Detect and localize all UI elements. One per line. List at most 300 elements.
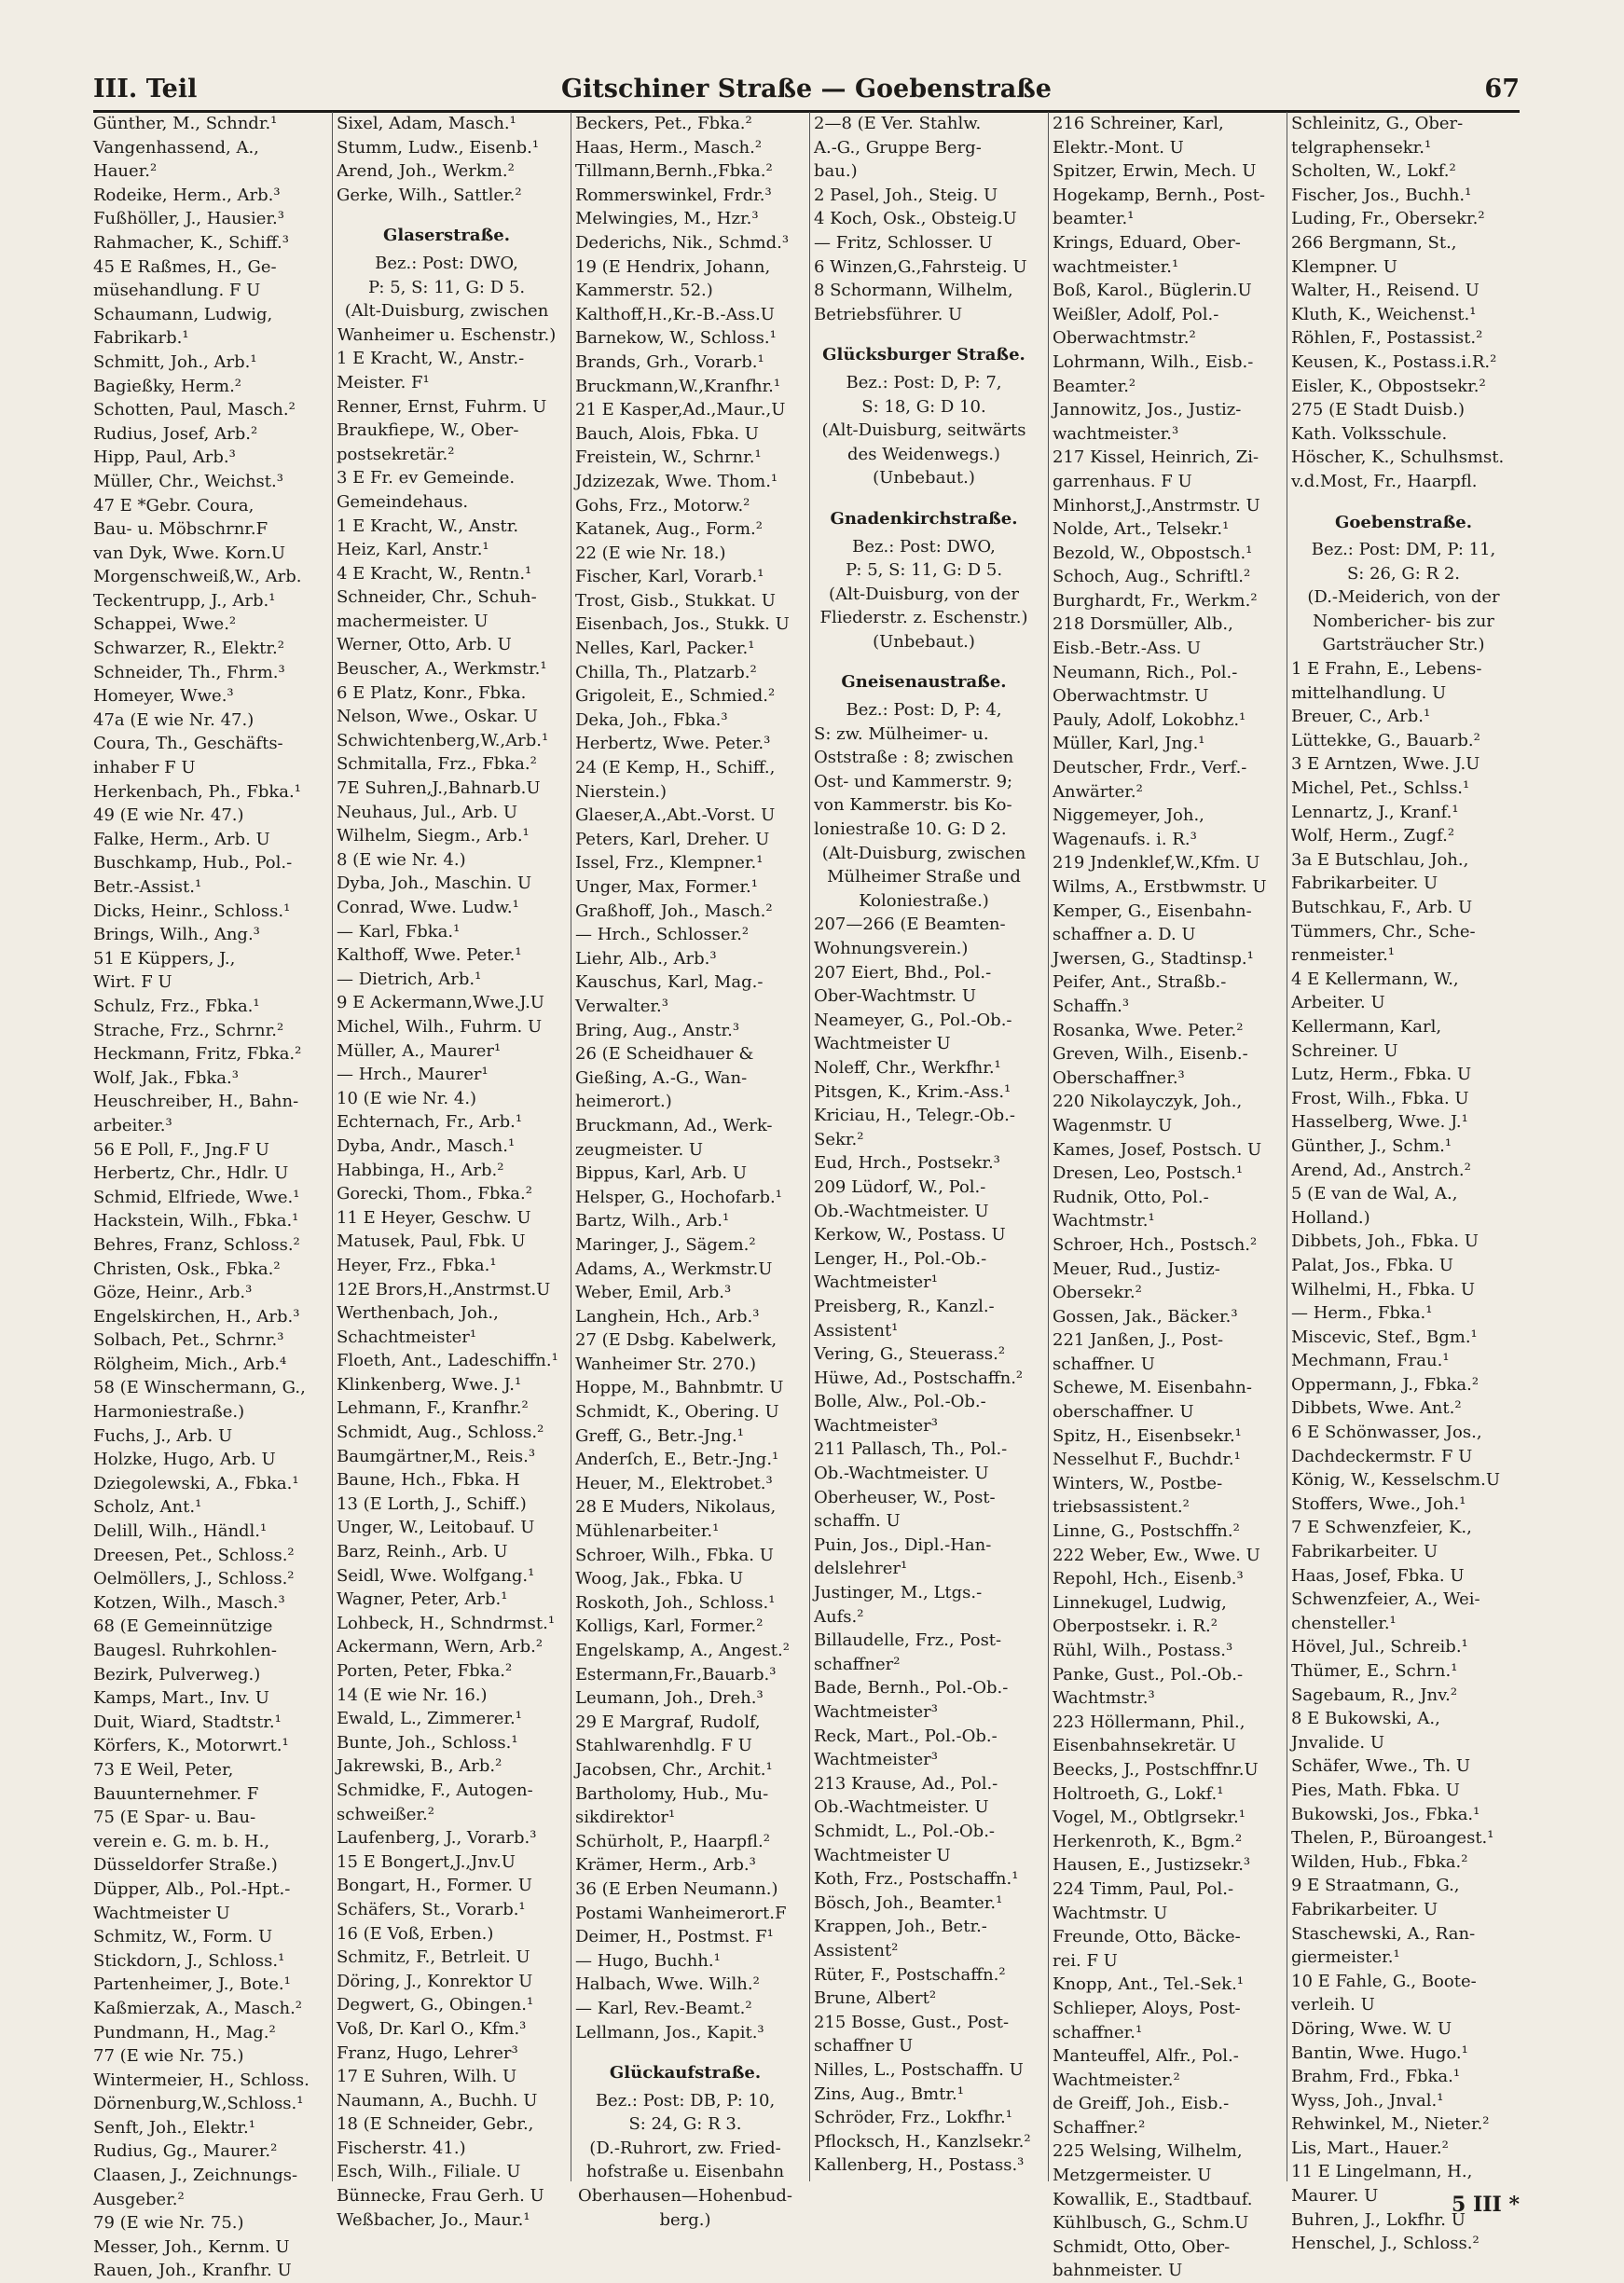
directory-entry-line: Wachtmstr. U bbox=[1053, 1903, 1168, 1923]
directory-entry-line: Heuschreiber, H., Bahn- bbox=[93, 1092, 299, 1112]
directory-entry-line: Eisenbahnsekretär. U bbox=[1053, 1736, 1237, 1756]
directory-entry-line: loniestraße 10. G: D 2. bbox=[814, 819, 1007, 840]
directory-entry-line: Kemper, G., Eisenbahn- bbox=[1053, 901, 1252, 921]
street-info-line: Bez.: Post: D, P: 7, bbox=[846, 372, 1002, 392]
directory-entry-line: Lehmann, F., Kranfhr.² bbox=[337, 1398, 529, 1419]
directory-entry-line: 6 E Platz, Konr., Fbka. bbox=[337, 682, 527, 703]
directory-entry-line: Roskoth, Joh., Schloss.¹ bbox=[575, 1592, 776, 1613]
directory-entry-line: Deutscher, Frdr., Verf.- bbox=[1053, 758, 1247, 778]
directory-entry-line: Naumann, A., Buchh. U bbox=[337, 2090, 538, 2111]
directory-entry-line: Zins, Aug., Bmtr.¹ bbox=[814, 2084, 964, 2104]
directory-entry-line: Fabrikarbeiter. U bbox=[1291, 873, 1438, 894]
directory-entry-line: Porten, Peter, Fbka.² bbox=[337, 1661, 513, 1681]
directory-entry-line: Kalthoff,H.,Kr.-B.-Ass.U bbox=[575, 304, 775, 324]
directory-entry-line: 217 Kissel, Heinrich, Zi- bbox=[1053, 447, 1259, 468]
directory-entry-line: Rauen, Joh., Kranfhr. U bbox=[93, 2261, 292, 2281]
directory-entry-line: Engelskamp, A., Angest.² bbox=[575, 1641, 790, 1660]
directory-entry-line: Oststraße : 8; zwischen bbox=[814, 748, 1014, 768]
directory-entry-line: Preisberg, R., Kanzl.- bbox=[814, 1296, 995, 1316]
directory-entry-line: Jannowitz, Jos., Justiz- bbox=[1053, 400, 1242, 420]
directory-entry-line: Schwarzer, R., Elektr.² bbox=[93, 639, 284, 659]
directory-entry-line: Schneider, Chr., Schuh- bbox=[337, 587, 537, 608]
directory-entry-line: 29 E Margraf, Rudolf, bbox=[575, 1712, 761, 1732]
directory-entry-line: 8 (E wie Nr. 4.) bbox=[337, 849, 466, 870]
directory-entry-line: Beckers, Pet., Fbka.² bbox=[575, 114, 752, 133]
directory-entry-line: 5 (E van de Wal, A., bbox=[1291, 1184, 1458, 1204]
directory-entry-line: Nierstein.) bbox=[575, 781, 667, 802]
directory-entry-line: Pitsgen, K., Krim.-Ass.¹ bbox=[814, 1081, 1012, 1102]
directory-entry-line: Deka, Joh., Fbka.³ bbox=[575, 709, 728, 730]
directory-entry-line: 2—8 (E Ver. Stahlw. bbox=[814, 114, 982, 133]
directory-entry-line: Spitz, H., Eisenbsekr.¹ bbox=[1053, 1425, 1242, 1446]
directory-entry-line: Lenger, H., Pol.-Ob.- bbox=[814, 1248, 987, 1269]
directory-entry-line: Rüter, F., Postschaffn.² bbox=[814, 1964, 1006, 1985]
directory-entry-line: Schulz, Frz., Fbka.¹ bbox=[93, 996, 260, 1016]
directory-entry-line: Herbertz, Wwe. Peter.³ bbox=[575, 734, 771, 754]
directory-entry-line: verein e. G. m. b. H., bbox=[93, 1831, 270, 1851]
directory-entry-line: Staschewski, A., Ran- bbox=[1291, 1923, 1476, 1944]
directory-entry-line: 215 Bosse, Gust., Post- bbox=[814, 2012, 1010, 2032]
directory-entry-line: Schmitt, Joh., Arb.¹ bbox=[93, 351, 257, 372]
directory-entry-line: Nilles, L., Postschaffn. U bbox=[814, 2059, 1024, 2080]
directory-entry-line: Vangenhassend, A., bbox=[93, 137, 259, 158]
directory-entry-line: Bauunternehmer. F bbox=[93, 1783, 259, 1804]
directory-entry-line: Peifer, Ant., Straßb.- bbox=[1053, 972, 1227, 993]
directory-entry-line: Pies, Math. Fbka. U bbox=[1291, 1780, 1460, 1800]
directory-entry-line: Schaffner.² bbox=[1053, 2117, 1146, 2138]
directory-entry-line: Hövel, Jul., Schreib.¹ bbox=[1291, 1637, 1468, 1657]
directory-entry-line: Hipp, Paul, Arb.³ bbox=[93, 447, 236, 468]
directory-entry-line: Floeth, Ant., Ladeschiffn.¹ bbox=[337, 1351, 558, 1371]
directory-entry-line: Beuscher, A., Werkmstr.¹ bbox=[337, 659, 547, 680]
directory-entry-line: Lohrmann, Wilh., Eisb.- bbox=[1053, 351, 1254, 372]
directory-entry-line: Bezirk, Pulverweg.) bbox=[93, 1664, 261, 1685]
directory-entry-line: Kammerstr. 52.) bbox=[575, 281, 713, 301]
directory-entry-line: Heiz, Karl, Anstr.¹ bbox=[337, 540, 489, 560]
directory-entry-line: Wachtmeister¹ bbox=[814, 1272, 938, 1293]
directory-entry-line: Schoch, Aug., Schriftl.² bbox=[1053, 567, 1251, 587]
directory-entry-line: 36 (E Erben Neumann.) bbox=[575, 1878, 778, 1899]
directory-entry-line: Elektr.-Mont. U bbox=[1053, 137, 1184, 158]
directory-entry-line: 8 Schormann, Wilhelm, bbox=[814, 281, 1013, 301]
directory-entry-line: Schappei, Wwe.² bbox=[93, 614, 237, 635]
directory-entry-line: Melwingies, M., Hzr.³ bbox=[575, 209, 759, 229]
directory-entry-line: Deimer, H., Postmst. F¹ bbox=[575, 1927, 774, 1947]
directory-entry-line: Wachtmeister U bbox=[814, 1034, 951, 1054]
street-info-line: Gartsträucher Str.) bbox=[1322, 635, 1485, 655]
directory-entry-line: Schmidt, Otto, Ober- bbox=[1053, 2236, 1231, 2257]
street-heading: Glaserstraße. bbox=[383, 226, 510, 246]
directory-entry-line: Graßhoff, Joh., Masch.² bbox=[575, 901, 773, 921]
directory-entry-line: Kalthoff, Wwe. Peter.¹ bbox=[337, 945, 522, 966]
directory-entry-line: Breuer, C., Arb.¹ bbox=[1291, 707, 1431, 727]
directory-entry-line: 68 (E Gemeinnützige bbox=[93, 1616, 273, 1637]
directory-entry-line: — Hrch., Schlosser.² bbox=[575, 925, 750, 945]
street-info-line: Bez.: Post: DWO, bbox=[852, 536, 996, 557]
directory-entry-line: Partenheimer, J., Bote.¹ bbox=[93, 1974, 291, 1995]
directory-entry-line: Spitzer, Erwin, Mech. U bbox=[1053, 161, 1257, 182]
directory-entry-line: Verwalter.³ bbox=[575, 996, 668, 1016]
directory-entry-line: — Herm., Fbka.¹ bbox=[1291, 1303, 1433, 1324]
directory-entry-line: Kauschus, Karl, Mag.- bbox=[575, 972, 764, 993]
directory-entry-line: Luding, Fr., Obersekr.² bbox=[1291, 209, 1485, 229]
directory-entry-line: Schaffn.³ bbox=[1053, 996, 1130, 1016]
directory-entry-line: Kames, Josef, Postsch. U bbox=[1053, 1139, 1262, 1160]
directory-entry-line: 12E Brors,H.,Anstrmst.U bbox=[337, 1279, 551, 1300]
directory-entry-line: Dicks, Heinr., Schloss.¹ bbox=[93, 901, 291, 921]
street-info-line: Oberhausen—Hohenbud- bbox=[577, 2186, 793, 2207]
directory-entry-line: renmeister.¹ bbox=[1291, 945, 1396, 966]
directory-entry-line: Schmid, Elfriede, Wwe.¹ bbox=[93, 1187, 300, 1207]
directory-entry-line: 207—266 (E Beamten- bbox=[814, 915, 1006, 935]
directory-entry-line: Fabrikarbeiter. U bbox=[1291, 1542, 1438, 1562]
directory-entry-line: Kluth, K., Weichenst.¹ bbox=[1291, 304, 1477, 324]
directory-entry-line: Düsseldorfer Straße.) bbox=[93, 1855, 278, 1876]
directory-entry-line: Kallenberg, H., Postass.³ bbox=[814, 2155, 1025, 2176]
directory-entry-line: Jwersen, G., Stadtinsp.¹ bbox=[1053, 948, 1254, 969]
directory-entry-line: Beamter.² bbox=[1053, 376, 1136, 396]
directory-entry-line: Peters, Karl, Dreher. U bbox=[575, 829, 770, 849]
directory-entry-line: 73 E Weil, Peter, bbox=[93, 1759, 234, 1780]
directory-entry-line: Fischerstr. 41.) bbox=[337, 2138, 466, 2158]
directory-entry-line: Brands, Grh., Vorarb.¹ bbox=[575, 351, 764, 372]
directory-entry-line: 79 (E wie Nr. 75.) bbox=[93, 2213, 244, 2234]
part-label: III. Teil bbox=[93, 75, 198, 103]
directory-entry-line: 27 (E Dsbg. Kabelwerk, bbox=[575, 1330, 778, 1351]
directory-entry-line: Schlieper, Aloys, Post- bbox=[1053, 1998, 1241, 2018]
directory-entry-line: Wachtmeister.² bbox=[1053, 2070, 1180, 2090]
directory-entry-line: schaffner. U bbox=[1053, 1354, 1155, 1374]
directory-entry-line: Freistein, W., Schrnr.¹ bbox=[575, 447, 762, 468]
directory-entry-line: Adams, A., Werkmstr.U bbox=[575, 1258, 773, 1279]
directory-entry-line: Manteuffel, Alfr., Pol.- bbox=[1053, 2046, 1239, 2067]
directory-entry-line: Kamps, Mart., Inv. U bbox=[93, 1688, 269, 1709]
directory-entry-line: Ost- und Kammerstr. 9; bbox=[814, 771, 1013, 791]
directory-entry-line: Scholz, Ant.¹ bbox=[93, 1497, 202, 1518]
street-heading: Gneisenaustraße. bbox=[841, 672, 1007, 693]
directory-entry-line: Pundmann, H., Mag.² bbox=[93, 2022, 276, 2042]
directory-entry-line: Frost, Wilh., Fbka. U bbox=[1291, 1088, 1469, 1108]
directory-entry-line: 17 E Suhren, Wilh. U bbox=[337, 2067, 517, 2087]
directory-entry-line: Greven, Wilh., Eisenb.- bbox=[1053, 1044, 1248, 1065]
directory-entry-line: Schürholt, P., Haarpfl.² bbox=[575, 1831, 770, 1851]
directory-entry-line: Wachtmeister³ bbox=[814, 1702, 938, 1722]
directory-entry-line: 1 E Kracht, W., Anstr. bbox=[337, 516, 519, 536]
directory-entry-line: 2 Pasel, Joh., Steig. U bbox=[814, 185, 998, 205]
directory-entry-line: Gohs, Frz., Motorw.² bbox=[575, 495, 750, 516]
directory-entry-line: Billaudelle, Frz., Post- bbox=[814, 1630, 1002, 1651]
directory-entry-line: Baune, Hch., Fbka. H bbox=[337, 1470, 520, 1491]
page-number: 67 bbox=[1484, 75, 1520, 103]
directory-entry-line: Herbertz, Chr., Hdlr. U bbox=[93, 1163, 289, 1184]
directory-entry-line: König, W., Kesselschm.U bbox=[1291, 1470, 1501, 1491]
directory-entry-line: Gorecki, Thom., Fbka.² bbox=[337, 1184, 532, 1204]
directory-entry-line: Mechmann, Frau.¹ bbox=[1291, 1351, 1450, 1371]
directory-entry-line: Vogel, M., Obtlgrsekr.¹ bbox=[1053, 1808, 1246, 1828]
directory-entry-line: 47a (E wie Nr. 47.) bbox=[93, 709, 255, 730]
directory-entry-line: Stahlwarenhdlg. F U bbox=[575, 1736, 752, 1756]
directory-entry-line: Müller, Chr., Weichst.³ bbox=[93, 471, 283, 491]
directory-entry-line: Bünnecke, Frau Gerh. U bbox=[337, 2186, 544, 2207]
directory-entry-line: 47 E *Gebr. Coura, bbox=[93, 495, 255, 516]
street-info-line: P: 5, S: 11, G: D 5. bbox=[845, 560, 1003, 581]
directory-entry-line: Bunte, Joh., Schloss.¹ bbox=[337, 1732, 518, 1753]
directory-entry-line: Wagenaufs. i. R.³ bbox=[1053, 829, 1197, 849]
directory-entry-line: 224 Timm, Paul, Pol.- bbox=[1053, 1878, 1234, 1899]
directory-entry-line: Kühlbusch, G., Schm.U bbox=[1053, 2213, 1249, 2234]
directory-entry-line: Postami Wanheimerort.F bbox=[575, 1903, 787, 1923]
directory-entry-line: — Fritz, Schlosser. U bbox=[814, 232, 993, 253]
directory-entry-line: Unger, Max, Former.¹ bbox=[575, 877, 758, 897]
directory-entry-line: Minhorst,J.,Anstrmstr. U bbox=[1053, 495, 1260, 516]
directory-entry-line: 220 Nikolayczyk, Joh., bbox=[1053, 1092, 1243, 1112]
directory-entry-line: 18 (E Schneider, Gebr., bbox=[337, 2114, 534, 2135]
directory-entry-line: Wilhelm, Siegm., Arb.¹ bbox=[337, 826, 530, 846]
directory-entry-line: Christen, Osk., Fbka.² bbox=[93, 1258, 281, 1279]
directory-entry-line: Chilla, Th., Platzarb.² bbox=[575, 662, 757, 682]
directory-entry-line: Kotzen, Wilh., Masch.³ bbox=[93, 1592, 285, 1613]
directory-entry-line: Heyer, Frz., Fbka.¹ bbox=[337, 1255, 497, 1275]
directory-entry-line: 75 (E Spar- u. Bau- bbox=[93, 1808, 256, 1828]
directory-entry-line: Wilms, A., Erstbwmstr. U bbox=[1053, 877, 1267, 897]
directory-entry-line: Hüwe, Ad., Postschaffn.² bbox=[814, 1368, 1024, 1388]
directory-entry-line: 8 E Bukowski, A., bbox=[1291, 1709, 1440, 1729]
directory-entry-line: Körfers, K., Motorwrt.¹ bbox=[93, 1736, 289, 1756]
directory-entry-line: rei. F U bbox=[1053, 1950, 1118, 1971]
directory-entry-line: Meister. F¹ bbox=[337, 372, 430, 392]
street-range-title: Gitschiner Straße — Goebenstraße bbox=[561, 75, 1052, 103]
directory-entry-line: Bade, Bernh., Pol.-Ob.- bbox=[814, 1678, 1009, 1698]
directory-entry-line: Strache, Frz., Schrnr.² bbox=[93, 1020, 284, 1040]
street-heading: Goebenstraße. bbox=[1335, 512, 1472, 532]
directory-entry-line: Sagebaum, R., Jnv.² bbox=[1291, 1685, 1458, 1705]
directory-entry-line: Weißler, Adolf, Pol.- bbox=[1053, 304, 1219, 324]
signature-mark: 5 III * bbox=[1451, 2193, 1520, 2217]
directory-entry-line: Gossen, Jak., Bäcker.³ bbox=[1053, 1306, 1238, 1327]
directory-entry-line: schaffner U bbox=[814, 2036, 914, 2056]
directory-entry-line: Michel, Pet., Schlss.¹ bbox=[1291, 778, 1470, 799]
directory-entry-line: Scholten, W., Lokf.² bbox=[1291, 161, 1456, 182]
directory-entry-line: Schreiner. U bbox=[1291, 1040, 1398, 1061]
directory-entry-line: Heuer, M., Elektrobet.³ bbox=[575, 1473, 773, 1493]
directory-entry-line: 4 E Kellermann, W., bbox=[1291, 969, 1459, 989]
street-info-line: Bez.: Post: DM, P: 11, bbox=[1311, 540, 1496, 560]
directory-entry-line: 6 Winzen,G.,Fahrsteig. U bbox=[814, 256, 1027, 277]
directory-entry-line: Holzke, Hugo, Arb. U bbox=[93, 1450, 276, 1470]
directory-entry-line: Leumann, Joh., Dreh.³ bbox=[575, 1688, 764, 1709]
directory-entry-line: Dibbets, Joh., Fbka. U bbox=[1291, 1231, 1479, 1252]
directory-entry-line: Bippus, Karl, Arb. U bbox=[575, 1163, 748, 1184]
directory-entry-line: Gemeindehaus. bbox=[337, 491, 469, 512]
directory-entry-line: Nesselhut F., Buchdr.¹ bbox=[1053, 1450, 1241, 1470]
street-info-line: S: 26, G: R 2. bbox=[1346, 563, 1461, 584]
directory-entry-line: Dziegolewski, A., Fbka.¹ bbox=[93, 1473, 299, 1493]
street-heading: Glücksburger Straße. bbox=[822, 345, 1025, 365]
directory-entry-line: 1 E Frahn, E., Lebens- bbox=[1291, 659, 1482, 680]
directory-entry-line: Stumm, Ludw., Eisenb.¹ bbox=[337, 137, 540, 158]
directory-entry-line: 4 E Kracht, W., Rentn.¹ bbox=[337, 563, 532, 584]
directory-entry-line: Ob.-Wachtmeister. U bbox=[814, 1201, 989, 1221]
directory-entry-line: 26 (E Scheidhauer & bbox=[575, 1044, 754, 1065]
directory-entry-line: — Hrch., Maurer¹ bbox=[337, 1065, 489, 1085]
directory-entry-line: Franz, Hugo, Lehrer³ bbox=[337, 2042, 518, 2063]
directory-entry-line: Buschkamp, Hub., Pol.- bbox=[93, 853, 293, 873]
directory-entry-line: Kath. Volksschule. bbox=[1291, 423, 1448, 444]
directory-entry-line: Lohbeck, H., Schndrmst.¹ bbox=[337, 1613, 556, 1633]
directory-entry-line: Herkenroth, K., Bgm.² bbox=[1053, 1831, 1243, 1851]
directory-entry-line: Niggemeyer, Joh., bbox=[1053, 805, 1204, 826]
directory-entry-line: 266 Bergmann, St., bbox=[1291, 232, 1457, 253]
directory-entry-line: 225 Welsing, Wilhelm, bbox=[1053, 2141, 1243, 2162]
directory-entry-line: Rölgheim, Mich., Arb.⁴ bbox=[93, 1354, 287, 1374]
directory-entry-line: Wagenmstr. U bbox=[1053, 1115, 1173, 1135]
directory-entry-line: Döring, Wwe. W. U bbox=[1291, 2018, 1452, 2039]
directory-entry-line: Bartholomy, Hub., Mu- bbox=[575, 1783, 769, 1804]
directory-entry-line: Günther, J., Schm.¹ bbox=[1291, 1135, 1452, 1156]
directory-entry-line: Klinkenberg, Wwe. J.¹ bbox=[337, 1374, 522, 1395]
directory-entry-line: Lis, Mart., Hauer.² bbox=[1291, 2138, 1449, 2158]
directory-entry-line: Maurer. U bbox=[1291, 2186, 1379, 2207]
directory-entry-line: Justinger, M., Ltgs.- bbox=[814, 1583, 983, 1603]
directory-entry-line: Senft, Joh., Elektr.¹ bbox=[93, 2117, 255, 2138]
directory-entry-line: Kaßmierzak, A., Masch.² bbox=[93, 1998, 303, 2018]
directory-entry-line: Fischer, Jos., Buchh.¹ bbox=[1291, 185, 1472, 205]
directory-entry-line: Wohnungsverein.) bbox=[814, 939, 969, 958]
directory-entry-line: Matusek, Paul, Fbk. U bbox=[337, 1231, 526, 1252]
directory-entry-line: Ober-Wachtmstr. U bbox=[814, 986, 976, 1007]
street-info-line: (Alt-Duisburg, von der bbox=[829, 584, 1019, 604]
directory-entry-line: Linnekugel, Ludwig, bbox=[1053, 1592, 1227, 1613]
directory-entry-line: Burghardt, Fr., Werkm.² bbox=[1053, 590, 1258, 611]
directory-entry-line: 9 E Straatmann, G., bbox=[1291, 1876, 1460, 1896]
directory-entry-line: Kerkow, W., Postass. U bbox=[814, 1225, 1006, 1245]
directory-entry-line: Wachtmeister U bbox=[814, 1845, 951, 1865]
directory-entry-line: Bösch, Joh., Beamter.¹ bbox=[814, 1892, 1003, 1913]
directory-entry-line: schaffner.¹ bbox=[1053, 2022, 1143, 2042]
directory-entry-line: Brune, Albert² bbox=[814, 1988, 937, 2009]
directory-entry-line: Voß, Dr. Karl O., Kfm.³ bbox=[337, 2018, 527, 2039]
directory-entry-line: Greff, G., Betr.-Jng.¹ bbox=[575, 1425, 744, 1446]
directory-entry-line: Bruckmann,W.,Kranfhr.¹ bbox=[575, 376, 781, 396]
directory-entry-line: delslehrer¹ bbox=[814, 1559, 908, 1579]
directory-entry-line: Boß, Karol., Büglerin.U bbox=[1053, 281, 1252, 301]
directory-entry-line: Herkenbach, Ph., Fbka.¹ bbox=[93, 781, 301, 802]
directory-entry-line: Gießing, A.-G., Wan- bbox=[575, 1067, 748, 1088]
directory-entry-line: machermeister. U bbox=[337, 611, 489, 631]
directory-entry-line: Wyss, Joh., Jnval.¹ bbox=[1291, 2090, 1444, 2111]
directory-entry-line: v.d.Most, Fr., Haarpfl. bbox=[1291, 471, 1478, 491]
directory-entry-line: 51 E Küppers, J., bbox=[93, 948, 236, 969]
directory-entry-line: 19 (E Hendrix, Johann, bbox=[575, 256, 771, 277]
directory-column-2 bbox=[332, 112, 560, 2230]
directory-entry-line: 275 (E Stadt Duisb.) bbox=[1291, 400, 1466, 420]
directory-entry-line: 22 (E wie Nr. 18.) bbox=[575, 543, 726, 563]
directory-entry-line: schaffner a. D. U bbox=[1053, 925, 1196, 945]
directory-entry-line: Schaumann, Ludwig, bbox=[93, 304, 273, 324]
directory-entry-line: giermeister.¹ bbox=[1291, 1947, 1400, 1968]
directory-entry-line: Repohl, Hch., Eisenb.³ bbox=[1053, 1569, 1244, 1589]
directory-entry-line: 49 (E wie Nr. 47.) bbox=[93, 805, 244, 826]
directory-entry-line: Heckmann, Fritz, Fbka.² bbox=[93, 1044, 302, 1065]
directory-entry-line: Wolf, Jak., Fbka.³ bbox=[93, 1067, 239, 1088]
directory-entry-line: Oelmöllers, J., Schloss.² bbox=[93, 1569, 295, 1589]
directory-entry-line: bau.) bbox=[814, 161, 858, 182]
directory-entry-line: Dachdeckermstr. F U bbox=[1291, 1446, 1473, 1466]
directory-entry-line: wachtmeister.³ bbox=[1053, 423, 1179, 444]
directory-entry-line: Wachtmstr.¹ bbox=[1053, 1211, 1155, 1231]
directory-entry-line: Ob.-Wachtmeister. U bbox=[814, 1797, 989, 1818]
directory-entry-line: Henschel, J., Schloss.² bbox=[1291, 2234, 1479, 2254]
directory-entry-line: Schäfers, St., Vorarb.¹ bbox=[337, 1899, 526, 1919]
directory-entry-line: Kellermann, Karl, bbox=[1291, 1016, 1442, 1037]
directory-entry-line: Eisenbach, Jos., Stukk. U bbox=[575, 614, 790, 635]
directory-entry-line: 10 (E wie Nr. 4.) bbox=[337, 1088, 477, 1108]
directory-entry-line: Kowallik, E., Stadtbauf. bbox=[1053, 2189, 1253, 2209]
directory-entry-line: Schewe, M. Eisenbahn- bbox=[1053, 1378, 1252, 1398]
directory-entry-line: heimerort.) bbox=[575, 1092, 672, 1112]
directory-entry-line: Oberpostsekr. i. R.² bbox=[1053, 1616, 1218, 1637]
directory-entry-line: Schroer, Wilh., Fbka. U bbox=[575, 1545, 774, 1565]
directory-entry-line: Ob.-Wachtmeister. U bbox=[814, 1464, 989, 1484]
directory-entry-line: Wachtmeister U bbox=[93, 1903, 230, 1923]
directory-entry-line: Koth, Frz., Postschaffn.¹ bbox=[814, 1869, 1019, 1890]
directory-entry-line: 211 Pallasch, Th., Pol.- bbox=[814, 1439, 1008, 1460]
directory-entry-line: Jakrewski, B., Arb.² bbox=[337, 1756, 502, 1777]
directory-entry-line: Schmidke, F., Autogen- bbox=[337, 1780, 533, 1800]
directory-entry-line: Dederichs, Nik., Schmd.³ bbox=[575, 232, 790, 253]
directory-entry-line: Werner, Otto, Arb. U bbox=[337, 635, 512, 655]
directory-entry-line: Assistent² bbox=[814, 1940, 899, 1960]
street-info-line: Bez.: Post: DWO, bbox=[375, 253, 518, 273]
directory-entry-line: Jacobsen, Chr., Archit.¹ bbox=[575, 1759, 773, 1780]
directory-entry-line: Dyba, Joh., Maschin. U bbox=[337, 873, 532, 894]
directory-entry-line: Kolligs, Karl, Former.² bbox=[575, 1616, 764, 1637]
directory-entry-line: Ausgeber.² bbox=[93, 2189, 185, 2209]
directory-entry-line: 21 E Kasper,Ad.,Maur.,U bbox=[575, 400, 786, 420]
directory-entry-line: Holtroeth, G., Lokf.¹ bbox=[1053, 1783, 1224, 1804]
directory-entry-line: Krings, Eduard, Ober- bbox=[1053, 232, 1241, 253]
directory-entry-line: Michel, Wilh., Fuhrm. U bbox=[337, 1016, 543, 1037]
directory-entry-line: Reck, Mart., Pol.-Ob.- bbox=[814, 1726, 998, 1746]
directory-entry-line: Ackermann, Wern, Arb.² bbox=[337, 1637, 544, 1657]
directory-entry-line: Keusen, K., Postass.i.R.² bbox=[1291, 351, 1497, 372]
directory-entry-line: — Dietrich, Arb.¹ bbox=[337, 969, 482, 989]
directory-entry-line: 219 Jndenklef,W.,Kfm. U bbox=[1053, 853, 1260, 873]
directory-entry-line: Barz, Reinh., Arb. U bbox=[337, 1542, 508, 1562]
directory-entry-line: schaffn. U bbox=[814, 1511, 901, 1532]
directory-column-1 bbox=[93, 112, 322, 2281]
directory-entry-line: Baugesl. Ruhrkohlen- bbox=[93, 1641, 277, 1660]
street-heading: Glückaufstraße. bbox=[609, 2063, 762, 2084]
directory-entry-line: Bauch, Alois, Fbka. U bbox=[575, 423, 759, 444]
directory-entry-line: triebsassistent.² bbox=[1053, 1497, 1190, 1518]
directory-entry-line: Haas, Josef, Fbka. U bbox=[1291, 1565, 1465, 1586]
directory-entry-line: 10 E Fahle, G., Boote- bbox=[1291, 1971, 1477, 1991]
directory-entry-line: Neameyer, G., Pol.-Ob.- bbox=[814, 1010, 1012, 1030]
directory-entry-line: Hackstein, Wilh., Fbka.¹ bbox=[93, 1211, 299, 1231]
directory-entry-line: Issel, Frz., Klempner.¹ bbox=[575, 853, 764, 873]
directory-entry-line: Pauly, Adolf, Lokobhz.¹ bbox=[1053, 709, 1246, 730]
directory-entry-line: Barnekow, W., Schloss.¹ bbox=[575, 328, 777, 349]
directory-entry-line: Schroer, Hch., Postsch.² bbox=[1053, 1234, 1258, 1255]
directory-entry-line: Braukfiepe, W., Ober- bbox=[337, 420, 519, 441]
directory-entry-line: Röhlen, F., Postassist.² bbox=[1291, 328, 1483, 349]
directory-entry-line: Betr.-Assist.¹ bbox=[93, 877, 202, 897]
directory-entry-line: Brings, Wilh., Ang.³ bbox=[93, 925, 260, 945]
directory-entry-line: Wilhelmi, H., Fbka. U bbox=[1291, 1279, 1476, 1300]
directory-entry-line: Seidl, Wwe. Wolfgang.¹ bbox=[337, 1565, 535, 1586]
directory-entry-line: schweißer.² bbox=[337, 1804, 434, 1824]
